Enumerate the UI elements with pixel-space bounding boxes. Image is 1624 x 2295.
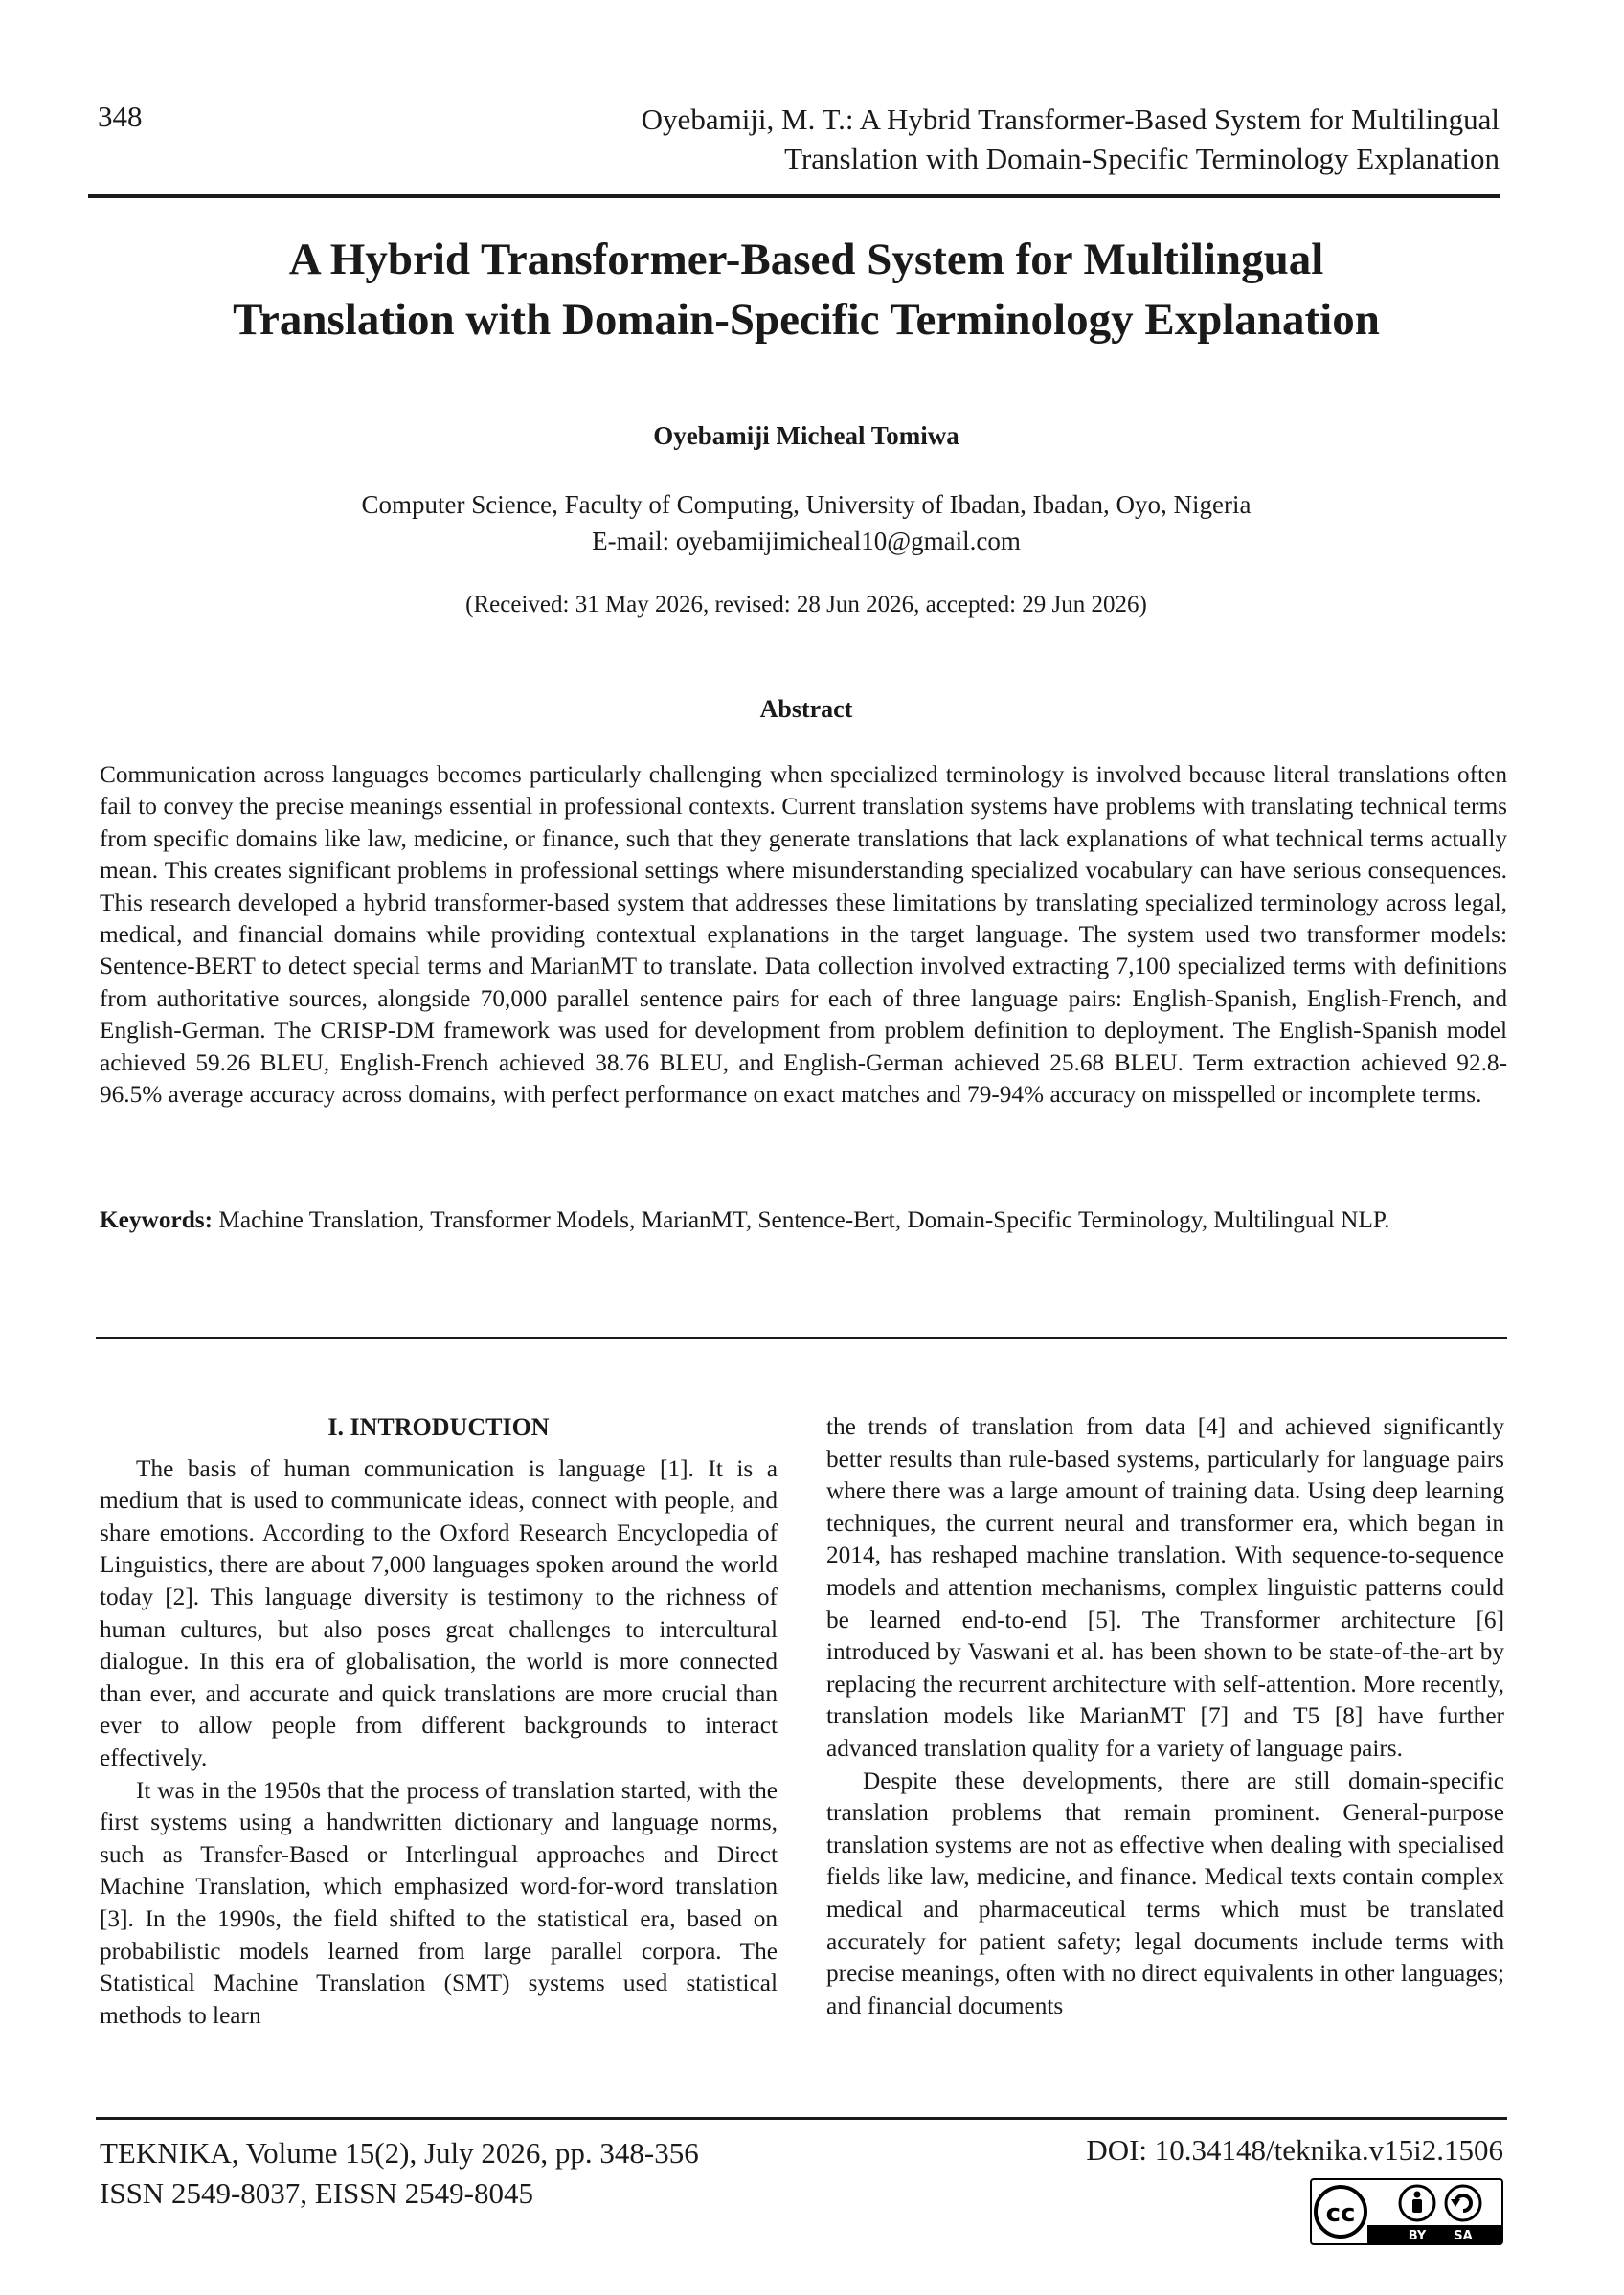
cc-by-sa-badge [1310, 2178, 1503, 2245]
journal-issn: ISSN 2549-8037, EISSN 2549-8045 [100, 2176, 533, 2210]
badge-label-by: BY [1408, 2229, 1427, 2243]
running-title [446, 100, 1500, 178]
paragraph: It was in the 1950s that the process of translation started, with the first systems using a handwritten dictionary and language norms, such as Transfer-Based or Interlingual approaches and Direct Machine Translation, which emphasized word-for-word translation [3]. In the 1990s, the field shifted to the statistical era, based on probabilistic models learned from large parallel corpora. The Statistical Machine Translation (SMT) systems used statistical methods to learn [100, 1776, 778, 2029]
cc-icon [1316, 2187, 1365, 2237]
footer-rule [96, 2117, 1507, 2120]
running-title-line-2: Translation with Domain-Specific Terminology Explanation [784, 142, 1500, 175]
paper-title-line-2: Translation with Domain-Specific Terminology Explanation [233, 295, 1380, 345]
body-column-left [100, 1411, 778, 2032]
keywords-text: Machine Translation, Transformer Models, MarianMT, Sentence-Bert, Domain-Specific Terminology, Multilingual NLP. [218, 1206, 1390, 1233]
journal-citation: TEKNIKA, Volume 15(2), July 2026, pp. 348-356 [100, 2136, 699, 2170]
abstract-rule [96, 1337, 1507, 1339]
author-email: E-mail: oyebamijimicheal10@gmail.com [592, 527, 1021, 555]
badge-label-sa: SA [1454, 2229, 1473, 2243]
paragraph: the trends of translation from data [4] and achieved significantly better results than rule-based systems, particularly for language pairs where there was a large amount of training data. Using deep learning techniques, the current neural and transformer era, which began in 2014, has reshaped machine translation. With sequence-to-sequence models and attention mechanisms, complex linguistic patterns could be learned end-to-end [5]. The Transformer architecture [6] introduced by Vaswani et al. has been shown to be state-of-the-art by replacing the recurrent architecture with self-attention. More recently, translation models like MarianMT [7] and T5 [8] have further advanced translation quality for a variety of language pairs. [826, 1413, 1504, 1762]
section-heading-introduction: I. INTRODUCTION [327, 1413, 550, 1441]
by-icon [1400, 2186, 1434, 2220]
paper-title [88, 230, 1524, 350]
svg-text:cc: cc [1325, 2199, 1356, 2228]
author-name: Oyebamiji Micheal Tomiwa [653, 421, 959, 450]
paragraph: The basis of human communication is language [1]. It is a medium that is used to communicate ideas, connect with people, and share emotions. According to the Oxford Research Encyclopedia of Linguistics, there are about 7,000 languages spoken around the world today [2]. This language diversity is testimony to the richness of human cultures, but also poses great challenges to intercultural dialogue. In this era of globalisation, the world is more connected than ever, and accurate and quick translations are more crucial than ever to allow people from different backgrounds to interact effectively. [100, 1454, 778, 1771]
keywords-label: Keywords: [100, 1206, 214, 1233]
page-number: 348 [98, 100, 143, 133]
abstract-heading: Abstract [759, 695, 853, 723]
doi: DOI: 10.34148/teknika.v15i2.1506 [1086, 2133, 1503, 2167]
abstract-text: Communication across languages becomes particularly challenging when specialized terminology is involved because literal translations often fail to convey the precise meanings essential in professional contexts. Current translation systems have problems with translating technical terms from specific domains like law, medicine, or finance, such that they generate translations that lack explanations of what technical terms actually mean. This creates significant problems in professional settings where misunderstanding specialized vocabulary can have serious consequences. This research developed a hybrid transformer-based system that addresses these limitations by translating specialized terminology across legal, medical, and financial domains while providing contextual explanations in the target language. The system used two transformer models: Sentence-BERT to detect special terms and MarianMT to translate. Data collection involved extracting 7,100 specialized terms with definitions from authoritative sources, alongside 70,000 parallel sentence pairs for each of three language pairs: English-Spanish, English-French, and English-German. The CRISP-DM framework was used for development from problem definition to deployment. The English-Spanish model achieved 59.26 BLEU, English-French achieved 38.76 BLEU, and English-German achieved 25.68 BLEU. Term extraction achieved 92.8-96.5% average accuracy across domains, with perfect performance on exact matches and 79-94% accuracy on misspelled or incomplete terms. [100, 761, 1507, 1109]
paragraph: Despite these developments, there are still domain-specific translation problems that remain prominent. General-purpose translation systems are not as effective when dealing with specialised fields like law, medicine, and finance. Medical texts contain complex medical and pharmaceutical terms which must be translated accurately for patient safety; legal documents include terms with precise meanings, often with no direct equivalents in other languages; and financial documents [826, 1766, 1504, 2019]
submission-dates: (Received: 31 May 2026, revised: 28 Jun 2026, accepted: 29 Jun 2026) [465, 592, 1147, 618]
journal-info [100, 2133, 699, 2214]
body-column-right [826, 1411, 1504, 2022]
author-affiliation-block [88, 486, 1524, 559]
running-title-line-1: Oyebamiji, M. T.: A Hybrid Transformer-Based System for Multilingual [641, 102, 1500, 136]
sa-icon [1446, 2186, 1480, 2220]
keywords [100, 1204, 1507, 1236]
header-rule [88, 194, 1500, 198]
paper-title-line-1: A Hybrid Transformer-Based System for Multilingual [288, 235, 1324, 284]
author-affiliation: Computer Science, Faculty of Computing, University of Ibadan, Ibadan, Oyo, Nigeria [361, 490, 1252, 519]
